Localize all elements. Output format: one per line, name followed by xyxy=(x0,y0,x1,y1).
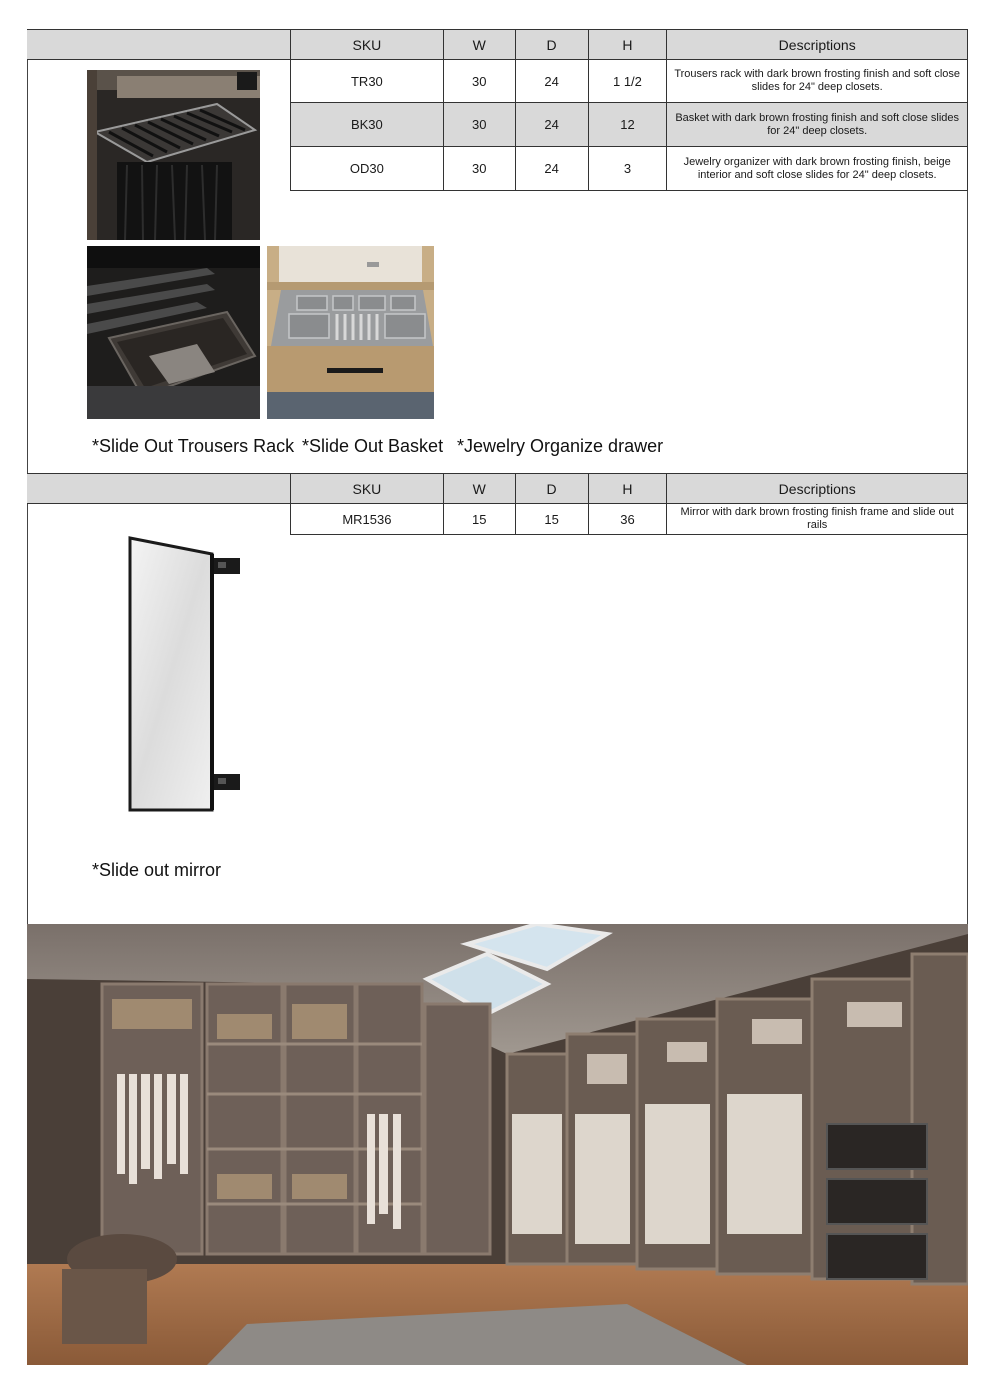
col-header-descriptions: Descriptions xyxy=(667,30,968,60)
cell-description: Jewelry organizer with dark brown frosting finish, beige interior and soft close slides for 24" deep closets. xyxy=(667,147,968,191)
caption-jewelry-drawer: *Jewelry Organize drawer xyxy=(457,436,664,456)
cell-d: 24 xyxy=(515,103,588,147)
caption-slide-out-mirror: *Slide out mirror xyxy=(92,860,222,880)
cell-description: Trousers rack with dark brown frosting finish and soft close slides for 24" deep closets. xyxy=(667,60,968,103)
trousers-rack-photo xyxy=(87,70,260,240)
table-header-row xyxy=(291,474,968,504)
col-header-d: D xyxy=(515,474,588,504)
cell-sku: BK30 xyxy=(291,103,444,147)
col-header-h: H xyxy=(588,474,667,504)
table-row xyxy=(291,60,968,103)
cell-d: 24 xyxy=(515,147,588,191)
col-header-descriptions: Descriptions xyxy=(667,474,968,504)
table-row xyxy=(291,504,968,535)
jewelry-drawer-photo xyxy=(267,246,434,419)
caption-basket: *Slide Out Basket xyxy=(302,436,444,456)
cell-h: 3 xyxy=(588,147,667,191)
cell-w: 30 xyxy=(443,60,515,103)
col-header-sku: SKU xyxy=(291,30,444,60)
col-header-w: W xyxy=(443,474,515,504)
mirror-photo xyxy=(118,534,248,814)
cell-w: 30 xyxy=(443,147,515,191)
cell-w: 15 xyxy=(443,504,515,535)
caption-trousers-rack: *Slide Out Trousers Rack xyxy=(92,436,295,456)
cell-d: 15 xyxy=(515,504,588,535)
spec-table-1 xyxy=(290,29,968,191)
cell-description: Basket with dark brown frosting finish and soft close slides for 24" deep closets. xyxy=(667,103,968,147)
walk-in-closet-photo xyxy=(27,924,968,1365)
cell-h: 12 xyxy=(588,103,667,147)
cell-sku: OD30 xyxy=(291,147,444,191)
col-header-h: H xyxy=(588,30,667,60)
cell-h: 1 1/2 xyxy=(588,60,667,103)
cell-h: 36 xyxy=(588,504,667,535)
cell-sku: MR1536 xyxy=(291,504,444,535)
table-header-row xyxy=(291,30,968,60)
table-row xyxy=(291,103,968,147)
cell-d: 24 xyxy=(515,60,588,103)
cell-w: 30 xyxy=(443,103,515,147)
col-header-sku: SKU xyxy=(291,474,444,504)
spec-table-2 xyxy=(290,473,968,535)
basket-photo xyxy=(87,246,260,419)
col-header-w: W xyxy=(443,30,515,60)
cell-description: Mirror with dark brown frosting finish frame and slide out rails xyxy=(667,504,968,535)
cell-sku: TR30 xyxy=(291,60,444,103)
table-row xyxy=(291,147,968,191)
col-header-d: D xyxy=(515,30,588,60)
